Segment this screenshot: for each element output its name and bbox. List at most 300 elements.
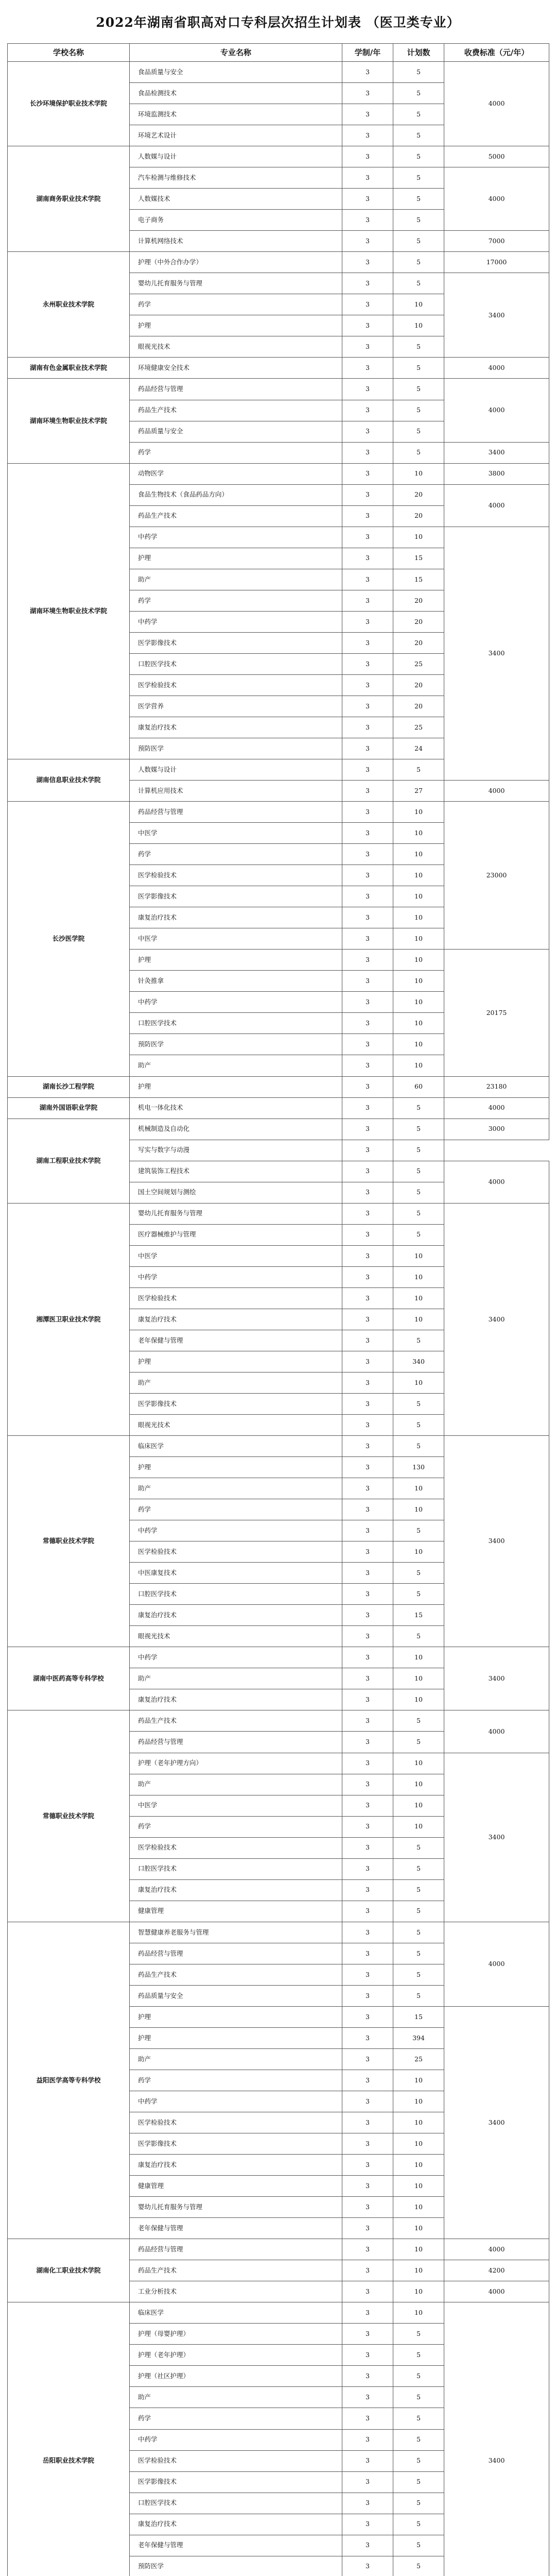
years-cell: 3 [342, 1266, 393, 1287]
major-cell: 国土空间规划与测绘 [130, 1182, 342, 1203]
years-cell: 3 [342, 1203, 393, 1224]
years-cell: 3 [342, 2556, 393, 2576]
years-cell: 3 [342, 2345, 393, 2366]
table-row [8, 379, 549, 400]
plan-cell: 25 [393, 653, 444, 674]
years-cell: 3 [342, 2535, 393, 2556]
plan-cell: 15 [393, 569, 444, 590]
plan-cell: 10 [393, 1266, 444, 1287]
fee-cell: 4000 [444, 2239, 549, 2260]
years-cell: 3 [342, 62, 393, 83]
plan-cell: 10 [393, 823, 444, 844]
plan-cell: 5 [393, 442, 444, 463]
plan-cell: 10 [393, 2197, 444, 2218]
years-cell: 3 [342, 2176, 393, 2197]
years-cell: 3 [342, 1182, 393, 1203]
plan-cell: 24 [393, 738, 444, 759]
years-cell: 3 [342, 1224, 393, 1245]
years-cell: 3 [342, 1858, 393, 1879]
plan-cell: 5 [393, 2471, 444, 2493]
table-body [8, 62, 549, 2576]
fee-cell: 4000 [444, 1097, 549, 1118]
major-cell: 护理 [130, 315, 342, 336]
major-cell: 护理（老年护理） [130, 2345, 342, 2366]
major-cell: 药品生产技术 [130, 2260, 342, 2281]
years-cell: 3 [342, 1478, 393, 1499]
plan-cell: 10 [393, 1034, 444, 1055]
major-cell: 护理 [130, 2027, 342, 2048]
major-cell: 康复治疗技术 [130, 1605, 342, 1626]
years-cell: 3 [342, 1795, 393, 1816]
plan-cell: 20 [393, 674, 444, 696]
table-row [8, 1710, 549, 1732]
table-row [8, 2239, 549, 2260]
school-name-cell: 湖南环境生物职业技术学院 [8, 463, 130, 759]
plan-cell: 5 [393, 1118, 444, 1140]
years-cell: 3 [342, 1076, 393, 1097]
fee-cell: 7000 [444, 231, 549, 252]
plan-cell: 10 [393, 2302, 444, 2324]
plan-cell: 5 [393, 1097, 444, 1118]
years-cell: 3 [342, 484, 393, 505]
plan-cell: 5 [393, 2408, 444, 2429]
years-cell: 3 [342, 2006, 393, 2027]
plan-cell: 5 [393, 1436, 444, 1457]
plan-cell: 5 [393, 1563, 444, 1584]
major-cell: 助产 [130, 1372, 342, 1393]
school-name-cell: 永州职业技术学院 [8, 252, 130, 358]
major-cell: 临床医学 [130, 2302, 342, 2324]
school-name-cell: 湖南化工职业技术学院 [8, 2239, 130, 2302]
fee-cell: 23000 [444, 802, 549, 950]
plan-cell: 10 [393, 2070, 444, 2091]
years-cell: 3 [342, 1732, 393, 1753]
plan-cell: 10 [393, 2281, 444, 2302]
major-cell: 助产 [130, 1668, 342, 1689]
plan-cell: 5 [393, 2556, 444, 2576]
fee-cell: 4000 [444, 2281, 549, 2302]
years-cell: 3 [342, 1034, 393, 1055]
major-cell: 护理 [130, 1457, 342, 1478]
major-cell: 人数媒与设计 [130, 146, 342, 167]
years-cell: 3 [342, 2514, 393, 2535]
years-cell: 3 [342, 865, 393, 886]
plan-cell: 10 [393, 1499, 444, 1520]
major-cell: 健康管理 [130, 1901, 342, 1922]
major-cell: 眼视光技术 [130, 1626, 342, 1647]
fee-cell: 20175 [444, 950, 549, 1076]
years-cell: 3 [342, 950, 393, 971]
major-cell: 医学检验技术 [130, 2450, 342, 2471]
years-cell: 3 [342, 1161, 393, 1182]
years-cell: 3 [342, 463, 393, 484]
plan-cell: 10 [393, 527, 444, 548]
plan-cell: 5 [393, 1182, 444, 1203]
plan-cell: 5 [393, 1732, 444, 1753]
years-cell: 3 [342, 2070, 393, 2091]
years-cell: 3 [342, 1330, 393, 1351]
plan-cell: 5 [393, 1626, 444, 1647]
major-cell: 口腔医学技术 [130, 2493, 342, 2514]
years-cell: 3 [342, 2260, 393, 2281]
major-cell: 工业分析技术 [130, 2281, 342, 2302]
plan-cell: 10 [393, 1647, 444, 1668]
major-cell: 药学 [130, 442, 342, 463]
years-cell: 3 [342, 802, 393, 823]
major-cell: 中药学 [130, 611, 342, 632]
plan-cell: 60 [393, 1076, 444, 1097]
major-cell: 护理 [130, 1351, 342, 1372]
major-cell: 医学检验技术 [130, 865, 342, 886]
table-row [8, 146, 549, 167]
years-cell: 3 [342, 1563, 393, 1584]
plan-cell: 10 [393, 2218, 444, 2239]
major-cell: 药品生产技术 [130, 1710, 342, 1732]
years-cell: 3 [342, 1753, 393, 1774]
major-cell: 眼视光技术 [130, 1415, 342, 1436]
plan-cell: 10 [393, 294, 444, 315]
major-cell: 医学检验技术 [130, 2112, 342, 2133]
school-name-cell: 湖南有色金属职业技术学院 [8, 358, 130, 379]
plan-cell: 10 [393, 1372, 444, 1393]
years-cell: 3 [342, 1245, 393, 1266]
major-cell: 助产 [130, 2048, 342, 2070]
years-cell: 3 [342, 2027, 393, 2048]
major-cell: 口腔医学技术 [130, 1013, 342, 1034]
major-cell: 智慧健康养老服务与管理 [130, 1922, 342, 1943]
major-cell: 药品经营与管理 [130, 1732, 342, 1753]
years-cell: 3 [342, 717, 393, 738]
plan-cell: 20 [393, 484, 444, 505]
plan-cell: 15 [393, 548, 444, 569]
header-years: 学制/年 [342, 44, 393, 62]
plan-cell: 10 [393, 886, 444, 907]
years-cell: 3 [342, 189, 393, 210]
years-cell: 3 [342, 548, 393, 569]
years-cell: 3 [342, 907, 393, 928]
school-name-cell: 湖南工程职业技术学院 [8, 1118, 130, 1203]
years-cell: 3 [342, 1605, 393, 1626]
years-cell: 3 [342, 1710, 393, 1732]
major-cell: 老年保健与管理 [130, 2218, 342, 2239]
plan-cell: 10 [393, 2091, 444, 2112]
plan-cell: 10 [393, 2133, 444, 2155]
plan-cell: 5 [393, 189, 444, 210]
major-cell: 医学影像技术 [130, 2133, 342, 2155]
years-cell: 3 [342, 1436, 393, 1457]
major-cell: 口腔医学技术 [130, 1584, 342, 1605]
plan-cell: 20 [393, 590, 444, 611]
years-cell: 3 [342, 2387, 393, 2408]
major-cell: 药品经营与管理 [130, 1943, 342, 1964]
header-school: 学校名称 [8, 44, 130, 62]
years-cell: 3 [342, 125, 393, 146]
years-cell: 3 [342, 1985, 393, 2006]
major-cell: 婴幼儿托育服务与管理 [130, 273, 342, 294]
major-cell: 药学 [130, 590, 342, 611]
plan-cell: 5 [393, 2387, 444, 2408]
header-row [8, 44, 549, 62]
table-row [8, 1922, 549, 1943]
years-cell: 3 [342, 1118, 393, 1140]
years-cell: 3 [342, 1499, 393, 1520]
major-cell: 护理（中外合作办学） [130, 252, 342, 273]
plan-cell: 5 [393, 62, 444, 83]
school-name-cell: 常德职业技术学院 [8, 1436, 130, 1647]
major-cell: 医学营养 [130, 696, 342, 717]
plan-cell: 5 [393, 1985, 444, 2006]
major-cell: 预防医学 [130, 738, 342, 759]
plan-cell: 5 [393, 1943, 444, 1964]
plan-cell: 5 [393, 1393, 444, 1414]
plan-cell: 5 [393, 421, 444, 442]
plan-cell: 5 [393, 2514, 444, 2535]
fee-cell: 3400 [444, 442, 549, 463]
fee-cell: 3400 [444, 2302, 549, 2576]
plan-cell: 5 [393, 2324, 444, 2345]
major-cell: 建筑装饰工程技术 [130, 1161, 342, 1182]
plan-cell: 10 [393, 1795, 444, 1816]
years-cell: 3 [342, 1457, 393, 1478]
years-cell: 3 [342, 971, 393, 992]
plan-cell: 5 [393, 1901, 444, 1922]
years-cell: 3 [342, 2281, 393, 2302]
major-cell: 老年保健与管理 [130, 1330, 342, 1351]
years-cell: 3 [342, 2450, 393, 2471]
major-cell: 医学影像技术 [130, 886, 342, 907]
plan-cell: 5 [393, 231, 444, 252]
plan-cell: 5 [393, 1710, 444, 1732]
years-cell: 3 [342, 2218, 393, 2239]
major-cell: 康复治疗技术 [130, 717, 342, 738]
fee-cell: 4000 [444, 1161, 549, 1203]
plan-cell: 10 [393, 2239, 444, 2260]
plan-cell: 5 [393, 2450, 444, 2471]
years-cell: 3 [342, 400, 393, 421]
major-cell: 中药学 [130, 2091, 342, 2112]
years-cell: 3 [342, 379, 393, 400]
plan-cell: 5 [393, 1922, 444, 1943]
major-cell: 康复治疗技术 [130, 1879, 342, 1901]
plan-cell: 5 [393, 2535, 444, 2556]
major-cell: 口腔医学技术 [130, 1858, 342, 1879]
plan-cell: 5 [393, 336, 444, 358]
page-title: 2022年湖南省职高对口专科层次招生计划表 （医卫类专业） [96, 15, 460, 30]
fee-cell: 3400 [444, 1753, 549, 1922]
fee-cell: 4000 [444, 358, 549, 379]
years-cell: 3 [342, 2408, 393, 2429]
school-name-cell: 湖南商务职业技术学院 [8, 146, 130, 252]
school-name-cell: 湖南环境生物职业技术学院 [8, 379, 130, 463]
years-cell: 3 [342, 2429, 393, 2450]
plan-cell: 5 [393, 2493, 444, 2514]
school-name-cell: 益阳医学高等专科学校 [8, 1922, 130, 2239]
years-cell: 3 [342, 1541, 393, 1563]
years-cell: 3 [342, 294, 393, 315]
major-cell: 药品生产技术 [130, 505, 342, 527]
school-name-cell: 湖南长沙工程学院 [8, 1076, 130, 1097]
plan-cell: 10 [393, 1816, 444, 1837]
major-cell: 电子商务 [130, 210, 342, 231]
major-cell: 中医学 [130, 1245, 342, 1266]
years-cell: 3 [342, 1351, 393, 1372]
years-cell: 3 [342, 1626, 393, 1647]
major-cell: 中药学 [130, 1647, 342, 1668]
major-cell: 写实与数字与动漫 [130, 1140, 342, 1161]
school-name-cell: 湖南中医药高等专科学校 [8, 1647, 130, 1710]
major-cell: 药品生产技术 [130, 400, 342, 421]
plan-cell: 5 [393, 273, 444, 294]
plan-cell: 5 [393, 400, 444, 421]
major-cell: 药学 [130, 2070, 342, 2091]
major-cell: 临床医学 [130, 1436, 342, 1457]
major-cell: 环境健康安全技术 [130, 358, 342, 379]
major-cell: 护理（老年护理方向） [130, 1753, 342, 1774]
school-name-cell: 湖南外国语职业学院 [8, 1097, 130, 1118]
years-cell: 3 [342, 315, 393, 336]
fee-cell: 3400 [444, 273, 549, 358]
major-cell: 护理 [130, 950, 342, 971]
years-cell: 3 [342, 2366, 393, 2387]
major-cell: 环境艺术设计 [130, 125, 342, 146]
plan-cell: 5 [393, 1415, 444, 1436]
major-cell: 中药学 [130, 527, 342, 548]
major-cell: 计算机应用技术 [130, 781, 342, 802]
fee-cell: 3000 [444, 1118, 549, 1140]
years-cell: 3 [342, 632, 393, 653]
plan-cell: 5 [393, 83, 444, 104]
major-cell: 计算机网络技术 [130, 231, 342, 252]
major-cell: 中药学 [130, 1266, 342, 1287]
years-cell: 3 [342, 273, 393, 294]
plan-cell: 5 [393, 1858, 444, 1879]
major-cell: 人数媒与设计 [130, 759, 342, 781]
major-cell: 环境监测技术 [130, 104, 342, 125]
table-row [8, 802, 549, 823]
years-cell: 3 [342, 611, 393, 632]
years-cell: 3 [342, 844, 393, 865]
years-cell: 3 [342, 358, 393, 379]
fee-cell: 4000 [444, 167, 549, 231]
plan-cell: 10 [393, 2155, 444, 2176]
years-cell: 3 [342, 696, 393, 717]
years-cell: 3 [342, 1647, 393, 1668]
fee-cell: 4000 [444, 484, 549, 527]
plan-cell: 10 [393, 928, 444, 950]
years-cell: 3 [342, 505, 393, 527]
major-cell: 机电一体化技术 [130, 1097, 342, 1118]
major-cell: 动物医学 [130, 463, 342, 484]
fee-cell: 4000 [444, 62, 549, 146]
table-row [8, 1203, 549, 1224]
years-cell: 3 [342, 1943, 393, 1964]
years-cell: 3 [342, 738, 393, 759]
table-row [8, 358, 549, 379]
plan-cell: 5 [393, 1879, 444, 1901]
fee-cell: 3400 [444, 1203, 549, 1435]
major-cell: 食品生物技术（食品药品方向） [130, 484, 342, 505]
major-cell: 中药学 [130, 2429, 342, 2450]
years-cell: 3 [342, 421, 393, 442]
plan-cell: 15 [393, 1605, 444, 1626]
major-cell: 助产 [130, 1055, 342, 1076]
plan-cell: 5 [393, 146, 444, 167]
years-cell: 3 [342, 653, 393, 674]
major-cell: 人数媒技术 [130, 189, 342, 210]
major-cell: 护理 [130, 548, 342, 569]
years-cell: 3 [342, 1140, 393, 1161]
table-row [8, 1097, 549, 1118]
major-cell: 中药学 [130, 992, 342, 1013]
years-cell: 3 [342, 210, 393, 231]
years-cell: 3 [342, 2324, 393, 2345]
plan-cell: 394 [393, 2027, 444, 2048]
years-cell: 3 [342, 1520, 393, 1541]
school-name-cell: 湖南信息职业技术学院 [8, 759, 130, 802]
plan-cell: 5 [393, 125, 444, 146]
plan-cell: 5 [393, 2345, 444, 2366]
years-cell: 3 [342, 1013, 393, 1034]
major-cell: 药学 [130, 844, 342, 865]
years-cell: 3 [342, 146, 393, 167]
plan-cell: 10 [393, 1013, 444, 1034]
fee-cell: 3400 [444, 527, 549, 780]
plan-cell: 10 [393, 2112, 444, 2133]
plan-cell: 5 [393, 2429, 444, 2450]
plan-cell: 10 [393, 463, 444, 484]
years-cell: 3 [342, 167, 393, 189]
years-cell: 3 [342, 1774, 393, 1795]
plan-cell: 5 [393, 1964, 444, 1985]
plan-cell: 27 [393, 781, 444, 802]
years-cell: 3 [342, 1372, 393, 1393]
header-major: 专业名称 [130, 44, 342, 62]
years-cell: 3 [342, 886, 393, 907]
major-cell: 护理（母婴护理） [130, 2324, 342, 2345]
major-cell: 护理 [130, 1076, 342, 1097]
plan-cell: 5 [393, 1330, 444, 1351]
years-cell: 3 [342, 1097, 393, 1118]
fee-cell: 5000 [444, 146, 549, 167]
table-row [8, 1076, 549, 1097]
fee-cell: 4000 [444, 1922, 549, 2006]
years-cell: 3 [342, 1816, 393, 1837]
years-cell: 3 [342, 1922, 393, 1943]
table-row [8, 1118, 549, 1140]
fee-cell: 4000 [444, 379, 549, 442]
years-cell: 3 [342, 2133, 393, 2155]
major-cell: 医学检验技术 [130, 674, 342, 696]
plan-cell: 10 [393, 1245, 444, 1266]
major-cell: 助产 [130, 2387, 342, 2408]
plan-cell: 5 [393, 1224, 444, 1245]
major-cell: 药学 [130, 2408, 342, 2429]
years-cell: 3 [342, 2048, 393, 2070]
major-cell: 婴幼儿托育服务与管理 [130, 2197, 342, 2218]
major-cell: 医学检验技术 [130, 1541, 342, 1563]
major-cell: 健康管理 [130, 2176, 342, 2197]
fee-cell: 17000 [444, 252, 549, 273]
major-cell: 康复治疗技术 [130, 2155, 342, 2176]
plan-cell: 5 [393, 379, 444, 400]
years-cell: 3 [342, 759, 393, 781]
plan-cell: 5 [393, 1584, 444, 1605]
plan-cell: 10 [393, 971, 444, 992]
major-cell: 老年保健与管理 [130, 2535, 342, 2556]
plan-cell: 5 [393, 2366, 444, 2387]
major-cell: 医疗器械维护与管理 [130, 1224, 342, 1245]
years-cell: 3 [342, 1668, 393, 1689]
